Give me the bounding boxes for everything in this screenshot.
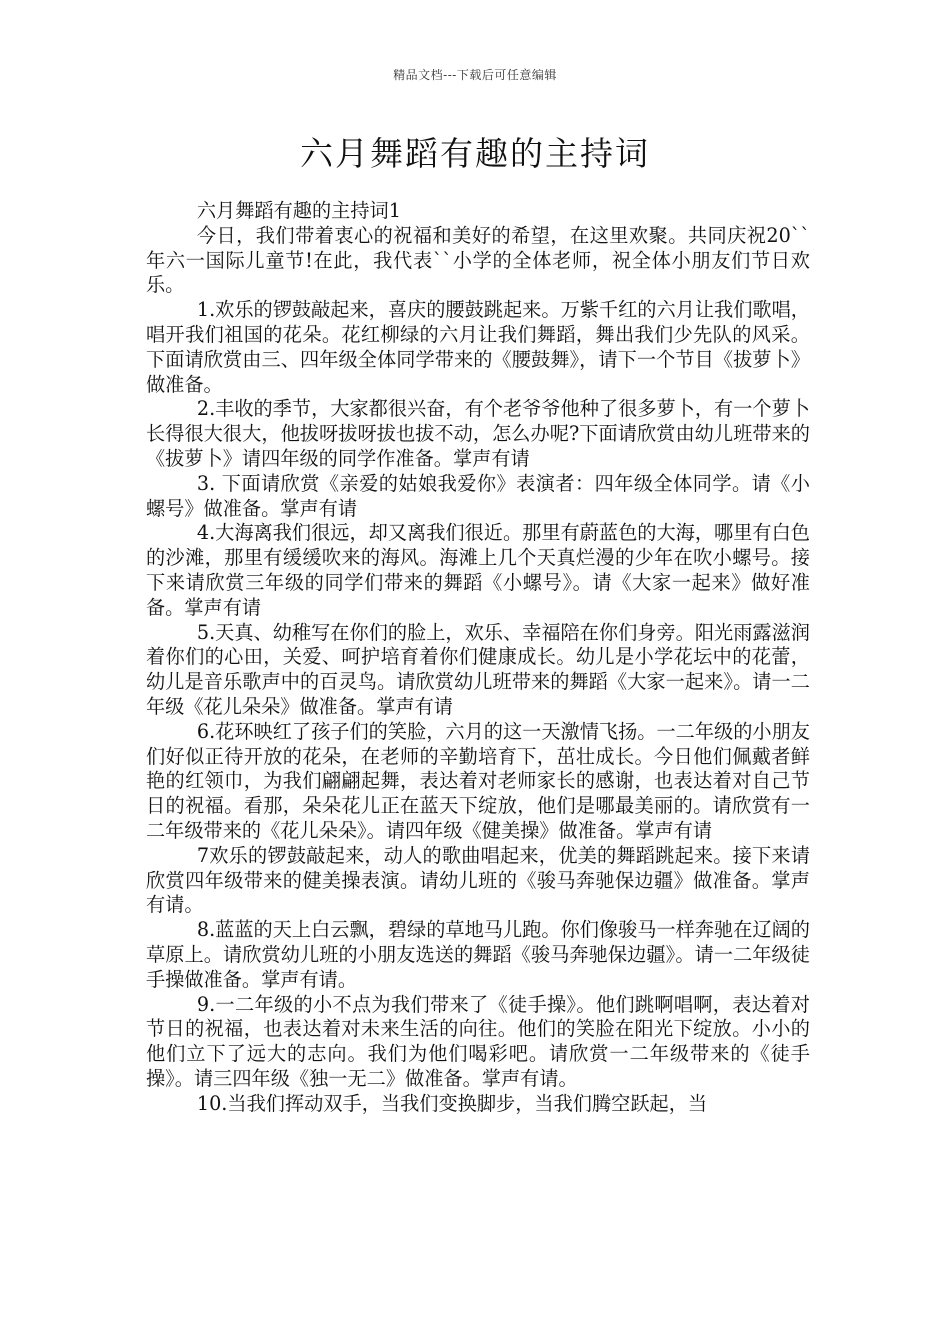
- paragraph-subtitle: 六月舞蹈有趣的主持词1: [196, 199, 401, 222]
- header-note: 精品文档---下载后可任意编辑: [393, 68, 557, 82]
- document-body: [146, 199, 810, 1116]
- paragraph-item-10: 10.当我们挥动双手，当我们变换脚步，当我们腾空跃起，当: [196, 1091, 708, 1115]
- paragraph-item-5: 5.天真、幼稚写在你们的脸上，欢乐、幸福陪在你们身旁。阳光雨露滋润着你们的心田，关爱、呵护培育着你们健康成长。幼儿是小学花坛中的花蕾，幼儿是音乐歌声中的百灵鸟。请欣赏幼儿班带来的舞蹈《大家一起来》。请一二年级《花儿朵朵》做准备。掌声有请: [146, 620, 810, 718]
- paragraph-item-4: 4.大海离我们很远，却又离我们很近。那里有蔚蓝色的大海，哪里有白色的沙滩，那里有缓缓吹来的海风。海滩上几个天真烂漫的少年在吹小螺号。接下来请欣赏三年级的同学们带来的舞蹈《小螺号》。请《大家一起来》做好准备。掌声有请: [146, 521, 810, 619]
- paragraph-item-9: 9.一二年级的小不点为我们带来了《徒手操》。他们跳啊唱啊，表达着对节日的祝福，也表达着对未来生活的向往。他们的笑脸在阳光下绽放。小小的他们立下了远大的志向。我们为他们喝彩吧。请欣赏一二年级带来的《徒手操》。请三四年级《独一无二》做准备。掌声有请。: [146, 992, 810, 1090]
- document-title: 六月舞蹈有趣的主持词: [300, 134, 650, 173]
- paragraph-item-2: 2.丰收的季节，大家都很兴奋，有个老爷爷他种了很多萝卜，有一个萝卜长得很大很大，他拔呀拔呀拔也拔不动，怎么办呢?下面请欣赏由幼儿班带来的《拔萝卜》请四年级的同学作准备。掌声有请: [146, 397, 810, 470]
- paragraph-item-7: 7欢乐的锣鼓敲起来，动人的歌曲唱起来，优美的舞蹈跳起来。接下来请欣赏四年级带来的健美操表演。请幼儿班的《骏马奔驰保边疆》做准备。掌声有请。: [146, 843, 810, 917]
- paragraph-item-3: 3. 下面请欣赏《亲爱的姑娘我爱你》表演者：四年级全体同学。请《小螺号》做准备。掌声有请: [146, 471, 810, 520]
- paragraph-item-8: 8.蓝蓝的天上白云飘，碧绿的草地马儿跑。你们像骏马一样奔驰在辽阔的草原上。请欣赏幼儿班的小朋友选送的舞蹈《骏马奔驰保边疆》。请一二年级徒手操做准备。掌声有请。: [146, 918, 810, 991]
- paragraph-item-6: 6.花环映红了孩子们的笑脸，六月的这一天激情飞扬。一二年级的小朋友们好似正待开放的花朵，在老师的辛勤培育下，茁壮成长。今日他们佩戴者鲜艳的红领巾，为我们翩翩起舞，表达着对老师家长的感谢，也表达着对自己节日的祝福。看那，朵朵花儿正在蓝天下绽放，他们是哪最美丽的。请欣赏有一二年级带来的《花儿朵朵》。请四年级《健美操》做准备。掌声有请: [146, 719, 810, 842]
- paragraph-item-1: 1.欢乐的锣鼓敲起来，喜庆的腰鼓跳起来。万紫千红的六月让我们歌唱，唱开我们祖国的花朵。花红柳绿的六月让我们舞蹈，舞出我们少先队的风采。下面请欣赏由三、四年级全体同学带来的《腰鼓舞》，请下一个节目《拔萝卜》做准备。: [146, 298, 810, 396]
- paragraph-opening: 今日，我们带着衷心的祝福和美好的希望，在这里欢聚。共同庆祝20``年六一国际儿童节!在此，我代表``小学的全体老师，祝全体小朋友们节日欢乐。: [146, 223, 810, 297]
